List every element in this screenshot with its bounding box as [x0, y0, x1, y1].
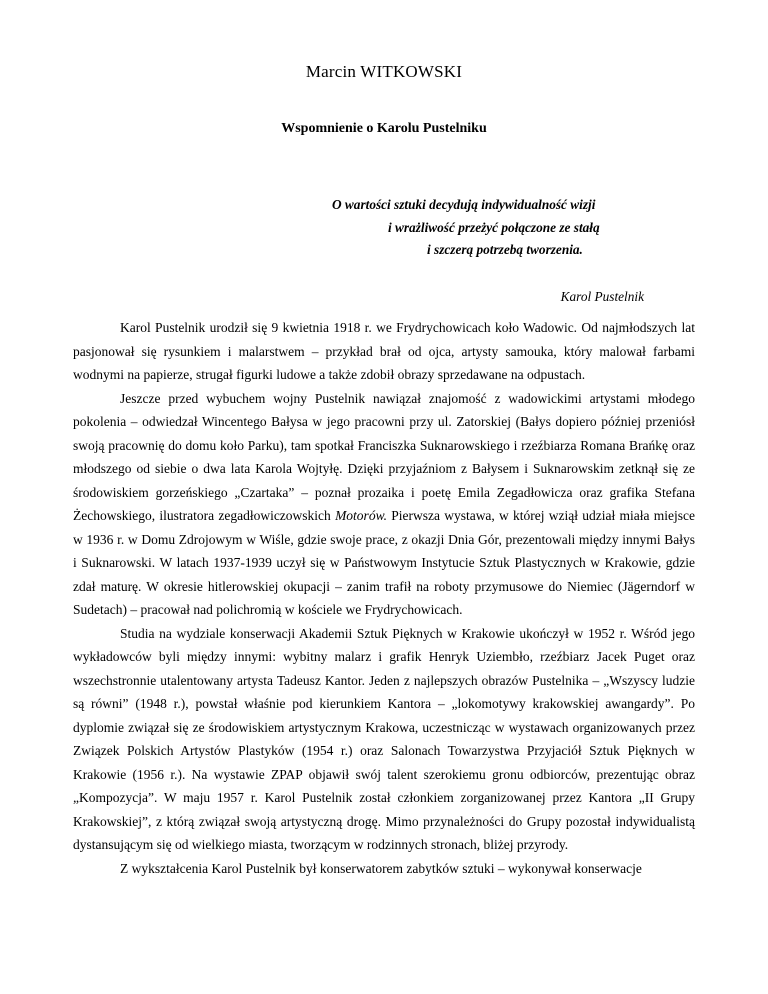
- book-title-italic: Motorów.: [335, 508, 387, 523]
- paragraph-3: Studia na wydziale konserwacji Akademii Sztuk Pięknych w Krakowie ukończył w 1952 r. Wśród jego wykładowców byli między innymi: wybitny malarz i grafik Henryk Uziembło, rzeźbiarz Jacek Puget oraz wszechstronnie utalentowany artysta Tadeusz Kantor. Jeden z najlepszych obrazów Pustelnika – „Wszyscy ludzie są równi” (1948 r.), powstał właśnie pod kierunkiem Kantora – „lokomotywy krakowskiej awangardy”. Po dyplomie związał się ze środowiskiem artystycznym Krakowa, uczestnicząc w wystawach organizowanych przez Związek Polskich Artystów Plastyków (1954 r.) oraz Salonach Towarzystwa Przyjaciół Sztuk Pięknych w Krakowie (1956 r.). Na wystawie ZPAP objawił swój talent szerokiemu gronu odbiorców, prezentując obraz „Kompozycja”. W maju 1957 r. Karol Pustelnik został członkiem zorganizowanej przez Kantora „II Grupy Krakowskiej”, z którą związał swoją artystyczną drogę. Mimo przynależności do Grupy pozostał indywidualistą dystansującym się od wielkiego miasta, tworzącym w rodzinnych stronach, bliżej przyrody.: [73, 625, 695, 852]
- motto-line-3: i szczerą potrzebą tworzenia.: [427, 242, 583, 257]
- paragraph-2: [73, 387, 695, 622]
- paragraph-4: Z wykształcenia Karol Pustelnik był konserwatorem zabytków sztuki – wykonywał konserwacje: [120, 860, 642, 876]
- article-title: Wspomnienie o Karolu Pustelniku: [281, 121, 487, 136]
- motto-line-1: O wartości sztuki decydują indywidualność wizji: [332, 197, 596, 212]
- motto-line-2: i wrażliwość przeżyć połączone ze stałą: [388, 220, 600, 235]
- article-body: [73, 316, 695, 880]
- paragraph-2-text-b: Pierwsza wystawa, w której wziął udział miała miejsce w 1936 r. w Domu Zdrojowym w Wiśle, gdzie swoje prace, z okazji Dnia Gór, prezentowali między innymi Bałys i Suknarowski. W latach 1937-1939 uczył się w Państwowym Instytucie Sztuk Plastycznych w Krakowie, gdzie zdał maturę. W okresie hitlerowskiej okupacji – zanim trafił na roboty przymusowe do Niemiec (Jägerndorf w Sudetach) – pracował nad polichromią w kościele we Frydrychowicach.: [73, 508, 695, 617]
- motto-attribution: Karol Pustelnik: [560, 289, 644, 304]
- paragraph-1: Karol Pustelnik urodził się 9 kwietnia 1918 r. we Frydrychowicach koło Wadowic. Od najmłodszych lat pasjonował się rysunkiem i malarstwem – przykład brał od ojca, artysty samouka, który malował farbami wodnymi na papierze, strugał figurki ludowe a także zdobił obrazy sprzedawane na odpustach.: [73, 320, 695, 382]
- author-name: Marcin WITKOWSKI: [305, 62, 463, 81]
- paragraph-2-text-a: Jeszcze przed wybuchem wojny Pustelnik nawiązał znajomość z wadowickimi artystami młodego pokolenia – odwiedzał Wincentego Bałysa w jego pracowni przy ul. Zatorskiej (Bałys dopiero później przeniósł swoją pracownię do domu koło Parku), tam spotkał Franciszka Suknarowskiego i rzeźbiarza Romana Brańkę oraz młodszego od siebie o dwa lata Karola Wojtyłę. Dzięki przyjaźniom z Bałysem i Suknarowskim zetknął się ze środowiskiem gorzeńskiego „Czartaka” – poznał prozaika i poetę Emila Zegadłowicza oraz grafika Stefana Żechowskiego, ilustratora zegadłowiczowskich: [73, 390, 695, 523]
